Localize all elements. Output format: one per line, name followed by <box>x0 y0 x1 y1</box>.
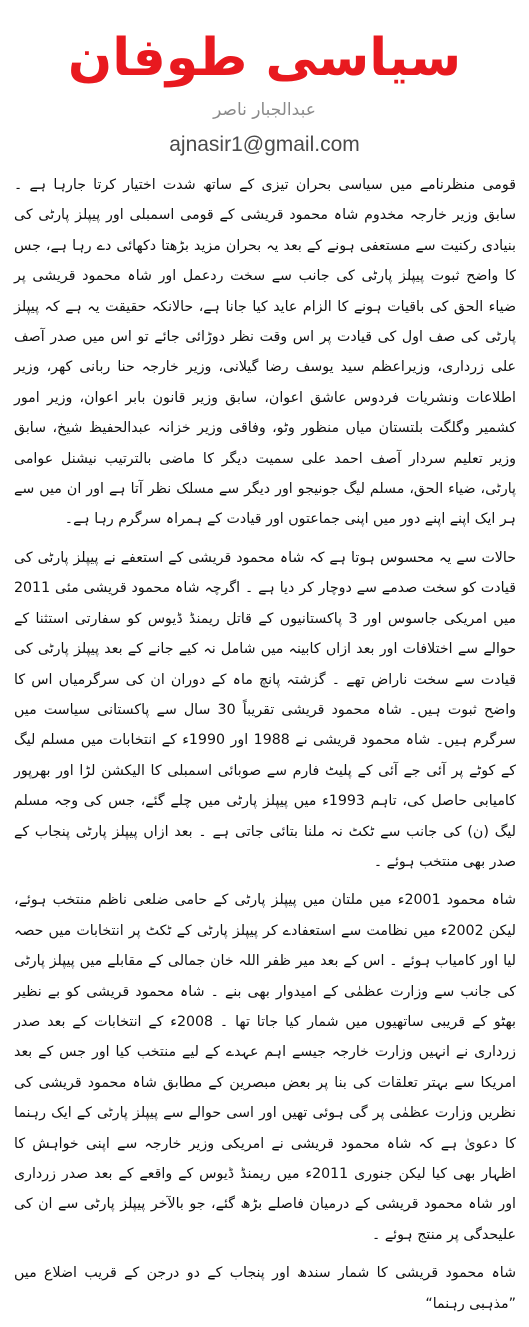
paragraph-1: قومی منظرنامے میں سیاسی بحران تیزی کے ساتھ شدت اختیار کرتا جارہا ہے ۔ سابق وزیر خارجہ مخدوم شاہ محمود قریشی کے قومی اسمبلی اور پیپلز پارٹی کی بنیادی رکنیت سے مستعفی ہونے کے بعد یہ بحران مزید بڑھتا دکھائی دے رہا ہے، جس کا واضح ثبوت پیپلز پارٹی کی جانب سے سخت ردعمل اور شاہ محمود قریشی پر ضیاء الحق کی باقیات ہونے کا الزام عاید کیا جانا ہے، حالانکہ حقیقت یہ ہے کہ پیپلز پارٹی کی صف اول کی قیادت پر اس وقت نظر دوڑائی جائے تو اس میں صدر آصف علی زرداری، وزیراعظم سید یوسف رضا گیلانی، وزیر خارجہ حنا ربانی کھر، وزیر اطلاعات ونشریات فردوس عاشق اعوان، سابق وزیر قانون بابر اعوان، وزیر امور کشمیر وگلگت بلتستان میاں منظور وٹو، وفاقی وزیر خزانہ عبدالحفیظ شیخ، سابق وزیر تعلیم سردار آصف احمد علی سمیت دیگر کا ماضی بالترتیب نیشنل عوامی پارٹی، ضیاء الحق، مسلم لیگ جونیجو اور دیگر سے مسلک نظر آتا ہے اور ان میں سے ہر ایک اپنے اپنے دور میں اپنی جماعتوں اور قیادت کے ہمراہ سرگرم رہا ہے۔ <box>14 177 516 528</box>
paragraph-4: شاہ محمود قریشی کا شمار سندھ اور پنجاب کے دو درجن کے قریب اضلاع میں ”مذہبی رہنما“ <box>14 1265 516 1312</box>
paragraph-3: شاہ محمود 2001ء میں ملتان میں پیپلز پارٹی کے حامی ضلعی ناظم منتخب ہوئے، لیکن 2002ء میں نظامت سے استعفادے کر پیپلز پارٹی کے ٹکٹ پر انتخابات میں حصہ لیا اور کامیاب ہوئے ۔ اس کے بعد میر ظفر اللہ خان جمالی کے مقابلے میں پیپلز پارٹی کی جانب سے وزارت عظمٰی کے امیدوار بھی بنے ۔ شاہ محمود قریشی کو بے نظیر بھٹو کے قریبی ساتھیوں میں شمار کیا جاتا تھا ۔ 2008ء کے انتخابات کے بعد صدر زرداری نے انہیں وزارت خارجہ جیسے اہم عہدے کے لیے منتخب کیا اور جس کے بعد امریکا سے بہتر تعلقات کی بنا پر بعض مبصرین کے مطابق شاہ محمود قریشی کی نظریں وزارت عظمٰی پر گی ہوئی تھیں اور اسی حوالے سے پیپلز پارٹی کے ایک رہنما کا دعویٰ ہے کہ شاہ محمود قریشی نے امریکی وزیر خارجہ سے اپنی خواہش کا اظہار بھی کیا لیکن جنوری 2011ء میں ریمنڈ ڈیوس کے واقعے کے بعد صدر زرداری اور شاہ محمود قریشی کے درمیان فاصلے بڑھ گئے، جو بالآخر پیپلز پارٹی سے ان کی علیحدگی پر منتج ہوئے ۔ <box>14 892 516 1243</box>
article-body <box>14 170 516 1327</box>
paragraph-2: حالات سے یہ محسوس ہوتا ہے کہ شاہ محمود قریشی کے استعفے نے پیپلز پارٹی کی قیادت کو سخت صدمے سے دوچار کر دیا ہے ۔ اگرچہ شاہ محمود قریشی مئی 2011 میں امریکی جاسوس اور 3 پاکستانیوں کے قاتل ریمنڈ ڈیوس کو سفارتی استثنا کے حوالے سے اختلافات اور بعد ازاں کابینہ میں شامل نہ کیے جانے کے بعد پیپلز پارٹی کی قیادت سے سخت ناراض تھے ۔ گزشتہ پانچ ماہ کے دوران ان کی سرگرمیاں اس کا واضح ثبوت ہیں۔ شاہ محمود قریشی تقریباً 30 سال سے پاکستانی سیاست میں سرگرم ہیں۔ شاہ محمود قریشی نے 1988 اور 1990ء کے انتخابات میں مسلم لیگ کے کوٹے پر آئی جے آئی کے پلیٹ فارم سے صوبائی اسمبلی کا الیکشن لڑا اور بھرپور کامیابی حاصل کی، تاہم 1993ء میں پیپلز پارٹی میں چلے گئے، جس کی وجہ مسلم لیگ (ن) کی جانب سے ٹکٹ نہ ملنا بتائی جاتی ہے ۔ بعد ازاں پیپلز پارٹی پنجاب کے صدر بھی منتخب ہوئے ۔ <box>14 549 517 870</box>
author-email: ajnasir1@gmail.com <box>169 133 360 156</box>
article-title: سیاسی طوفان <box>67 28 462 88</box>
author-name: عبدالجبار ناصر <box>213 100 316 120</box>
